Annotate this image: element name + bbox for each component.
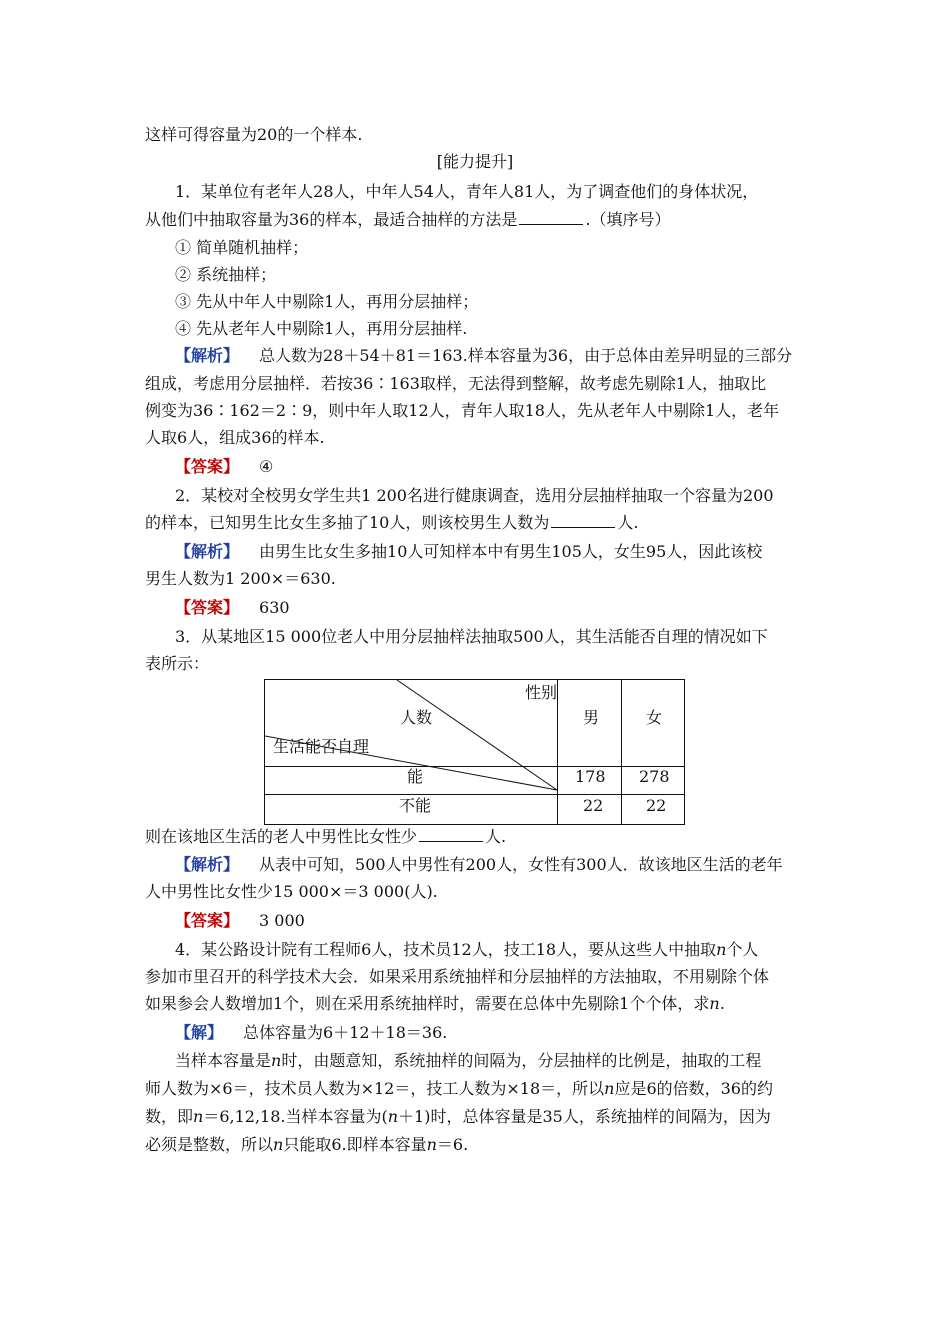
answer-1: 【答案】 ④ [175, 457, 274, 476]
solution-4-cont: 必须是整数，所以n只能取6.即样本容量n＝6. [145, 1135, 469, 1154]
table-cell: 278 [639, 767, 670, 786]
question-3-ask: 则在该地区生活的老人中男性比女性少 人. [145, 827, 507, 846]
analysis-1: 【解析】 总人数为28＋54＋81＝163.样本容量为36，由于总体由差异明显的三部分 [175, 346, 793, 365]
solution-4-cont: 当样本容量是n时，由题意知，系统抽样的间隔为，分层抽样的比例是，抽取的工程 [175, 1051, 762, 1070]
analysis-1-cont: 人取6人，组成36的样本. [145, 428, 325, 447]
analysis-1-cont: 组成，考虑用分层抽样．若按36∶163取样，无法得到整解，故考虑先剔除1人，抽取比 [145, 374, 767, 393]
column-female: 女 [646, 708, 663, 727]
analysis-3: 【解析】 从表中可知，500人中男性有200人，女性有300人．故该地区生活的老年 [175, 855, 783, 874]
question-2-cont: 的样本，已知男生比女生多抽了10人，则该校男生人数为 人. [145, 513, 639, 532]
row-label-cannot: 不能 [399, 796, 432, 815]
answer-2: 【答案】 630 [175, 598, 290, 617]
answer-blank [419, 825, 483, 842]
table-cell: 178 [575, 767, 606, 786]
option-1: ① 简单随机抽样； [175, 238, 309, 257]
analysis-2: 【解析】 由男生比女生多抽10人可知样本中有男生105人，女生95人，因此该校 [175, 542, 763, 561]
question-1: 1．某单位有老年人28人，中年人54人，青年人81人，为了调查他们的身体状况， [175, 182, 759, 201]
self-care-table [264, 679, 685, 825]
section-heading: [能力提升] [436, 152, 514, 171]
question-3-cont: 表所示： [145, 654, 210, 673]
question-4-cont: 如果参会人数增加1个，则在采用系统抽样时，需要在总体中先剔除1个个体，求n. [145, 994, 725, 1013]
table-divider [557, 680, 558, 824]
question-3: 3．从某地区15 000位老人中用分层抽样法抽取500人，其生活能否自理的情况如下 [175, 627, 768, 646]
answer-3: 【答案】 3 000 [175, 911, 305, 930]
solution-4-cont: 数，即n＝6,12,18.当样本容量为(n＋1)时，总体容量是35人，系统抽样的间隔为，因为 [145, 1107, 771, 1126]
row-label-can: 能 [407, 767, 424, 786]
header-count: 人数 [400, 708, 433, 727]
option-2: ② 系统抽样； [175, 265, 277, 284]
solution-4: 【解】 总体容量为6＋12＋18＝36. [175, 1023, 448, 1042]
question-4: 4．某公路设计院有工程师6人，技术员12人，技工18人，要从这些人中抽取n个人 [175, 940, 759, 959]
option-3: ③ 先从中年人中剔除1人，再用分层抽样； [175, 292, 479, 311]
header-gender: 性别 [525, 683, 558, 702]
table-cell: 22 [583, 796, 604, 815]
analysis-2-cont: 男生人数为1 200×＝630. [145, 569, 336, 588]
option-4: ④ 先从老年人中剔除1人，再用分层抽样. [175, 319, 468, 338]
table-divider [265, 794, 684, 795]
text-line: 这样可得容量为20的一个样本. [145, 125, 363, 144]
question-1-cont: 从他们中抽取容量为36的样本，最适合抽样的方法是 .（填序号） [145, 210, 671, 229]
table-divider [265, 766, 684, 767]
analysis-3-cont: 人中男性比女性少15 000×＝3 000(人). [145, 882, 438, 901]
answer-blank [519, 208, 583, 225]
column-male: 男 [583, 708, 600, 727]
solution-4-cont: 师人数为×6＝，技术员人数为×12＝，技工人数为×18＝，所以n应是6的倍数，36的约 [145, 1079, 773, 1098]
header-self-care: 生活能否自理 [273, 737, 370, 756]
table-divider [621, 680, 622, 824]
question-2: 2．某校对全校男女学生共1 200名进行健康调查，选用分层抽样抽取一个容量为200 [175, 486, 774, 505]
question-4-cont: 参加市里召开的科学技术大会．如果采用系统抽样和分层抽样的方法抽取，不用剔除个体 [145, 967, 770, 986]
answer-blank [551, 511, 615, 528]
analysis-1-cont: 例变为36∶162＝2∶9，则中年人取12人，青年人取18人，先从老年人中剔除1人，老年 [145, 401, 780, 420]
table-cell: 22 [646, 796, 667, 815]
